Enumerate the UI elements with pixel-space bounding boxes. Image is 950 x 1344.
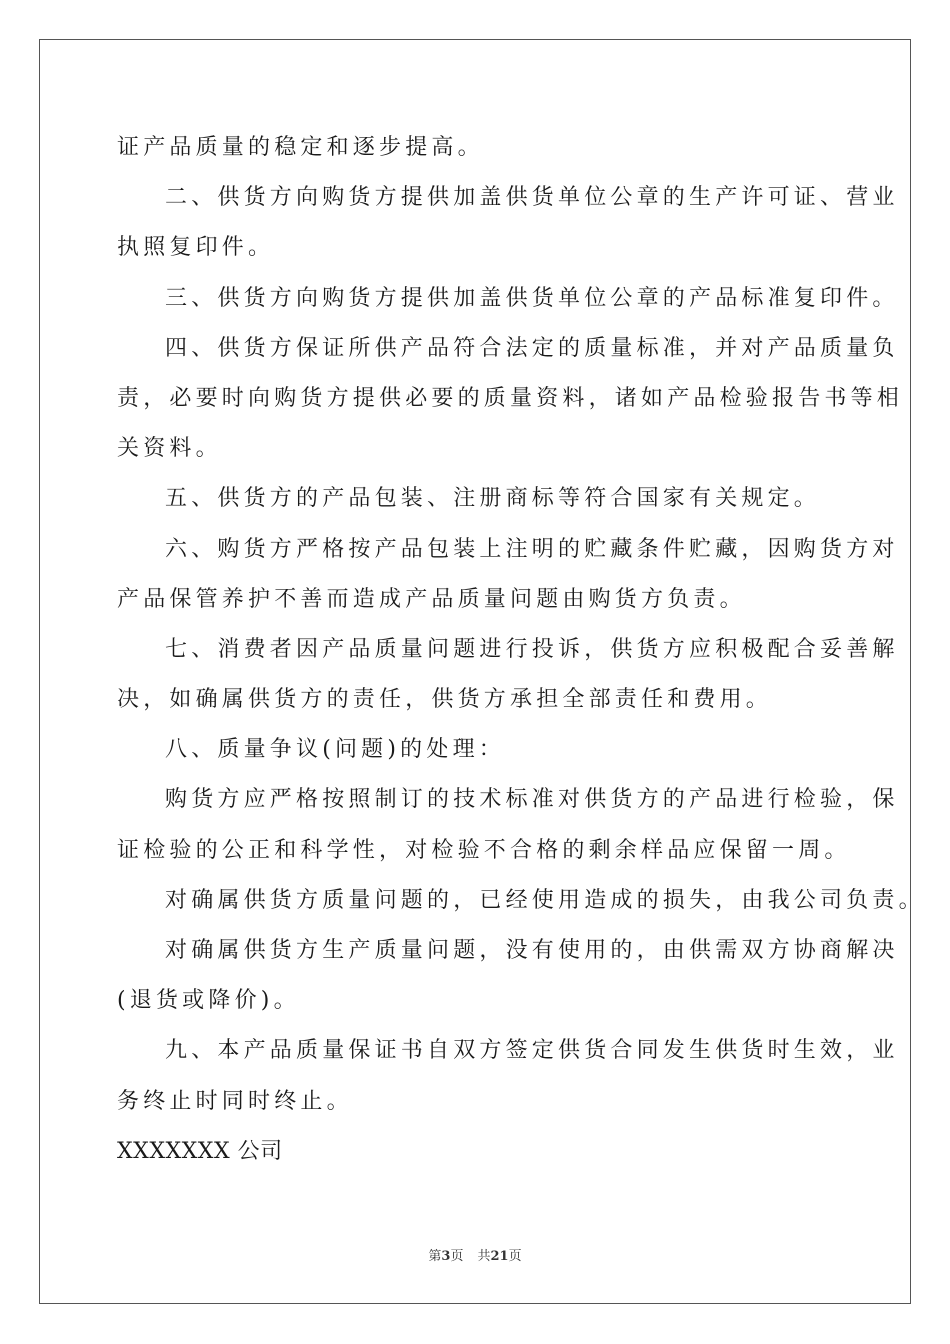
paragraph-line: 九、本产品质量保证书自双方签定供货合同发生供货时生效，业 [165, 1038, 899, 1064]
paragraph-line: 八、质量争议(问题)的处理： [165, 737, 505, 763]
company-signature: XXXXXXX 公司 [117, 1138, 283, 1164]
total-suffix: 页 [508, 1249, 522, 1264]
paragraph-line: 关资料。 [117, 436, 222, 462]
paragraph-line: 决，如确属供货方的责任，供货方承担全部责任和费用。 [117, 687, 773, 713]
document-body [117, 123, 925, 1177]
paragraph-line: 五、供货方的产品包装、注册商标等符合国家有关规定。 [165, 486, 821, 512]
paragraph-line: (退货或降价)。 [117, 988, 300, 1014]
total-pages: 21 [490, 1249, 509, 1264]
paragraph-line: 对确属供货方质量问题的，已经使用造成的损失，由我公司负责。 [165, 887, 925, 913]
paragraph-line: 购货方应严格按照制订的技术标准对供货方的产品进行检验，保 [165, 787, 899, 813]
page-number: 3 [441, 1249, 451, 1264]
paragraph-line: 三、供货方向购货方提供加盖供货单位公章的产品标准复印件。 [165, 285, 899, 311]
paragraph-line: 四、供货方保证所供产品符合法定的质量标准，并对产品质量负 [165, 335, 899, 361]
page-footer [0, 1245, 950, 1264]
paragraph-line: 执照复印件。 [117, 235, 275, 261]
paragraph-line: 证产品质量的稳定和逐步提高。 [117, 135, 484, 160]
page-prefix: 第 [428, 1249, 442, 1264]
page-suffix: 页 [450, 1249, 464, 1264]
paragraph-line: 二、供货方向购货方提供加盖供货单位公章的生产许可证、营业 [165, 185, 899, 211]
paragraph-line: 责，必要时向购货方提供必要的质量资料，诸如产品检验报告书等相 [117, 385, 904, 411]
paragraph-line: 务终止时同时终止。 [117, 1088, 353, 1114]
paragraph-line: 证检验的公正和科学性，对检验不合格的剩余样品应保留一周。 [117, 837, 851, 863]
total-prefix: 共 [477, 1249, 491, 1264]
paragraph-line: 六、购货方严格按产品包装上注明的贮藏条件贮藏，因购货方对 [165, 536, 899, 562]
paragraph-line: 七、消费者因产品质量问题进行投诉，供货方应积极配合妥善解 [165, 636, 899, 662]
paragraph-line: 产品保管养护不善而造成产品质量问题由购货方负责。 [117, 586, 746, 612]
paragraph-line: 对确属供货方生产质量问题，没有使用的，由供需双方协商解决 [165, 938, 899, 963]
